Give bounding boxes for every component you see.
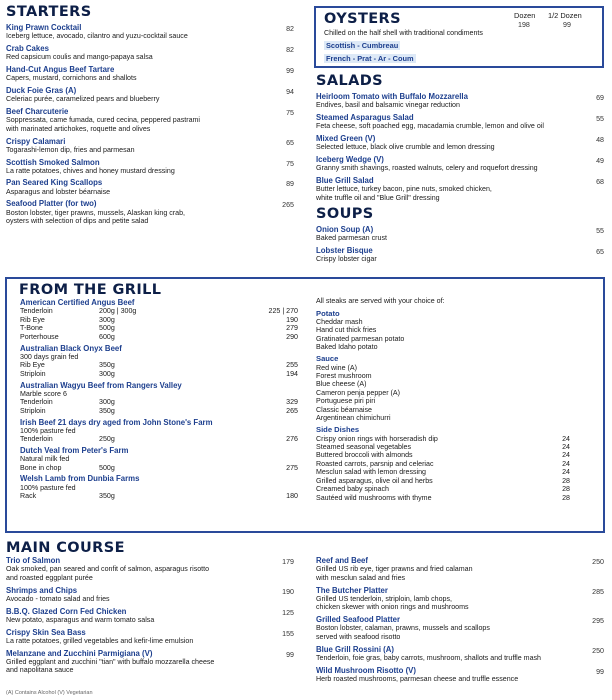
grill-group-name: Australian Wagyu Beef from Rangers Valley (20, 380, 182, 390)
menu-item (6, 86, 294, 104)
salads-list (316, 92, 604, 202)
side-dish-price: 24 (562, 443, 570, 452)
grill-group-name: Welsh Lamb from Dunbia Farms (20, 474, 140, 484)
grill-note-text: Marble score 6 (20, 389, 67, 398)
grill-cut-price: 180 (286, 492, 298, 501)
menu-item-name: Shrimps and Chips (6, 585, 78, 595)
salads-heading: SALADS (316, 73, 384, 89)
menu-item-price: 89 (286, 180, 294, 189)
grill-cut-size: 200g | 300g (99, 307, 137, 316)
menu-item (6, 586, 294, 604)
soups-heading: SOUPS (316, 205, 374, 222)
potato-list (316, 318, 570, 352)
side-dish-price: 24 (562, 468, 570, 477)
menu-item (6, 23, 294, 41)
grill-cut-name: Tenderloin (20, 307, 53, 316)
choice-item: Red wine (A) (316, 363, 358, 372)
grill-cut-name: Striploin (20, 406, 46, 415)
choice-item: Classic béarnaise (316, 405, 372, 414)
grill-note-text: 300 days grain fed (20, 352, 79, 361)
menu-item-description: Togarashi-lemon dip, fries and parmesan (6, 145, 135, 154)
menu-item-description: Grilled US rib eye, tiger prawns and fried calaman (316, 565, 473, 574)
grill-group (20, 418, 298, 444)
menu-item-description: Boston lobster, calaman, prawns, mussels and scallops (316, 624, 490, 633)
menu-item-price: 190 (282, 587, 294, 596)
menu-item-price: 99 (286, 66, 294, 75)
grill-choices (316, 297, 570, 502)
menu-item-price: 65 (596, 247, 604, 256)
side-dish-name: Mesclun salad with lemon dressing (316, 468, 427, 477)
menu-item (316, 645, 604, 663)
grill-cut-size: 350g (99, 492, 115, 501)
menu-item-name: Duck Foie Gras (A) (6, 85, 77, 95)
grill-heading: FROM THE GRILL (19, 282, 162, 298)
menu-item-description: Avocado - tomato salad and fries (6, 594, 110, 603)
menu-item-price: 99 (286, 650, 294, 659)
menu-item-description: Selected lettuce, black olive crumble and lemon dressing (316, 143, 495, 152)
sauce-list (316, 364, 570, 423)
side-dish-price: 28 (562, 476, 570, 485)
grill-group-note (20, 390, 298, 399)
grill-cut-row (20, 492, 298, 501)
grill-group-note (20, 353, 298, 362)
choice-item: Hand cut thick fries (316, 326, 377, 335)
grill-cut-price: 265 (286, 406, 298, 415)
grill-cut-row (20, 407, 298, 416)
menu-item-price: 55 (596, 114, 604, 123)
menu-item-description: Endives, basil and balsamic vinegar reduction (316, 101, 460, 110)
menu-item-description: chicken skewer with onion rings and mushrooms (316, 603, 469, 612)
grill-cut-size: 300g (99, 369, 115, 378)
grill-cut-price: 194 (286, 369, 298, 378)
menu-item-description: oysters with selection of dips and petite salad (6, 217, 149, 226)
menu-item-name: Blue Grill Rossini (A) (316, 644, 394, 654)
menu-item-description: Butter lettuce, turkey bacon, pine nuts, smoked chicken, (316, 185, 492, 194)
side-dish-item (316, 451, 570, 459)
grill-cut-price: 225 | 270 (268, 307, 298, 316)
menu-item-price: 82 (286, 25, 294, 33)
choice-item: Blue cheese (A) (316, 380, 367, 389)
menu-item (316, 113, 604, 131)
grill-group-name: Irish Beef 21 days dry aged from John Stone's Farm (20, 417, 213, 427)
grill-cut-name: Striploin (20, 369, 46, 378)
grill-list (20, 298, 298, 503)
menu-item-name: Steamed Asparagus Salad (316, 112, 414, 122)
choice-item: Baked Idaho potato (316, 343, 378, 352)
starters-list (6, 23, 294, 226)
menu-item (6, 556, 294, 582)
grill-cut-size: 350g (99, 406, 115, 415)
menu-item-price: 250 (592, 646, 604, 655)
menu-item-description: La ratte potatoes, grilled vegetables and kefir-lime emulsion (6, 636, 194, 645)
grill-cut-size: 250g (99, 435, 115, 444)
side-dish-price: 28 (562, 493, 570, 502)
menu-item-description: Celeriac purée, caramelized pears and blueberry (6, 95, 160, 104)
menu-item-price: 155 (282, 629, 294, 638)
grill-group (20, 474, 298, 500)
grill-group-note (20, 427, 298, 436)
menu-item (6, 107, 294, 133)
oysters-heading: OYSTERS (324, 11, 401, 27)
grill-cut-size: 600g (99, 332, 115, 341)
grill-group-name: American Certified Angus Beef (20, 298, 135, 307)
grill-cut-name: Rib Eye (20, 361, 45, 370)
grill-cut-name: Rib Eye (20, 315, 45, 324)
oysters-col-dozen: Dozen (514, 11, 536, 20)
menu-item (316, 176, 604, 202)
side-dish-item (316, 443, 570, 451)
menu-item-price: 68 (596, 177, 604, 186)
side-dish-item (316, 477, 570, 485)
menu-item (6, 199, 294, 225)
menu-item-description: Soppressata, came fumada, cured cecina, peppered pastrami (6, 116, 201, 125)
grill-cut-name: Rack (20, 492, 37, 501)
soups-list (316, 225, 604, 264)
sides-list (316, 435, 570, 502)
menu-item-name: Melanzane and Zucchini Parmigiana (V) (6, 648, 153, 658)
grill-cut-row (20, 435, 298, 444)
grill-group (20, 381, 298, 416)
menu-item-name: B.B.Q. Glazed Corn Fed Chicken (6, 606, 127, 616)
menu-item-price: 49 (596, 156, 604, 165)
potato-heading: Potato (316, 308, 340, 318)
main-course-right-list (316, 556, 604, 687)
menu-item (316, 134, 604, 152)
menu-item (6, 628, 294, 646)
oysters-kind: French - Prat - Ar - Coum (326, 54, 414, 63)
grill-cut-name: Tenderloin (20, 398, 53, 407)
grill-group (20, 446, 298, 472)
menu-item-name: Crab Cakes (6, 43, 49, 53)
grill-box (5, 277, 605, 533)
menu-item (316, 225, 604, 243)
menu-item (316, 246, 604, 264)
grill-cut-row (20, 361, 298, 370)
grill-cut-row (20, 370, 298, 379)
menu-item-price: 179 (282, 558, 294, 566)
grill-cut-row (20, 464, 298, 473)
menu-item-name: The Butcher Platter (316, 585, 388, 595)
menu-item-description: Baked parmesan crust (316, 233, 387, 242)
menu-item-description: served with seafood risotto (316, 632, 401, 641)
menu-item (316, 556, 604, 582)
side-dish-price: 24 (562, 451, 570, 460)
grill-cut-name: Tenderloin (20, 435, 53, 444)
menu-item (316, 666, 604, 684)
sauce-heading: Sauce (316, 354, 339, 364)
side-dish-name: Buttered broccoli with almonds (316, 451, 413, 460)
menu-item-price: 250 (592, 558, 604, 566)
menu-item (6, 44, 294, 62)
main-course-heading: MAIN COURSE (6, 540, 125, 556)
choice-item: Gratinated parmesan potato (316, 334, 405, 343)
choice-item: Argentinean chimichurri (316, 414, 391, 423)
menu-item (316, 615, 604, 641)
menu-item-name: King Prawn Cocktail (6, 23, 82, 32)
menu-item-price: 48 (596, 135, 604, 144)
grill-cut-row (20, 398, 298, 407)
grill-cut-row (20, 324, 298, 333)
menu-item-name: Crispy Skin Sea Bass (6, 627, 86, 637)
grill-cut-price: 329 (286, 398, 298, 407)
oysters-price-dozen: 198 (518, 21, 530, 29)
menu-item-name: Seafood Platter (for two) (6, 199, 97, 209)
side-dish-item (316, 460, 570, 468)
sides-heading: Side Dishes (316, 425, 360, 435)
menu-item (6, 649, 294, 675)
footer-note: (A) Contains Alcohol (V) Vegetarian (6, 690, 93, 696)
menu-item-price: 125 (282, 608, 294, 617)
menu-item-name: Heirloom Tomato with Buffalo Mozzarella (316, 92, 468, 101)
grill-cut-price: 290 (286, 332, 298, 341)
menu-item-description: Crispy lobster cigar (316, 254, 377, 263)
grill-cut-price: 279 (286, 324, 298, 333)
side-dish-name: Crispy onion rings with horseradish dip (316, 434, 438, 443)
menu-item-description: Oak smoked, pan seared and confit of salmon, asparagus risotto (6, 565, 210, 574)
menu-item-description: La ratte potatoes, chives and honey mustard dressing (6, 166, 175, 175)
grill-cut-name: Bone in chop (20, 463, 62, 472)
oysters-box (314, 6, 604, 68)
grill-choice-heading: All steaks are served with your choice of: (316, 297, 445, 305)
oysters-price-half-dozen: 99 (563, 21, 571, 29)
menu-item (316, 92, 604, 110)
side-dish-price: 28 (562, 485, 570, 494)
menu-item-description: Grilled eggplant and zucchini "tian" with buffalo mozzarella cheese (6, 657, 215, 666)
menu-item-price: 285 (592, 587, 604, 596)
grill-cut-row (20, 333, 298, 342)
menu-item-price: 82 (286, 45, 294, 54)
menu-item (6, 65, 294, 83)
menu-item-description: Boston lobster, tiger prawns, mussels, Alaskan king crab, (6, 208, 186, 217)
menu-item-description: Tenderloin, foie gras, baby carrots, mushroom, shallots and truffle mash (316, 653, 542, 662)
menu-item-name: Crispy Calamari (6, 136, 66, 146)
grill-cut-price: 275 (286, 463, 298, 472)
starters-section (6, 4, 294, 229)
menu-item-description: Iceberg lettuce, avocado, cilantro and yuzu-cocktail sauce (6, 32, 188, 41)
menu-item-name: Iceberg Wedge (V) (316, 154, 384, 164)
side-dish-name: Sautéed wild mushrooms with thyme (316, 493, 432, 502)
menu-item (6, 158, 294, 176)
menu-item-price: 94 (286, 87, 294, 96)
side-dish-name: Creamed baby spinach (316, 485, 389, 494)
salads-section (316, 73, 604, 266)
grill-cut-name: T-Bone (20, 324, 43, 333)
menu-item-description: Feta cheese, soft poached egg, macadamia crumble, lemon and olive oil (316, 122, 544, 131)
oysters-col-half-dozen: 1/2 Dozen (548, 11, 582, 20)
menu-item-price: 75 (286, 159, 294, 168)
menu-item-price: 55 (596, 226, 604, 235)
grill-cut-size: 300g (99, 315, 115, 324)
menu-item-name: Grilled Seafood Platter (316, 615, 401, 625)
oysters-kind: Scottish - Cumbreau (326, 41, 399, 50)
menu-item-name: Blue Grill Salad (316, 175, 374, 185)
choice-item: Portuguese piri piri (316, 397, 376, 406)
menu-item-name: Scottish Smoked Salmon (6, 157, 100, 167)
menu-item-description: New potato, asparagus and warm tomato salsa (6, 615, 155, 624)
menu-item-name: Pan Seared King Scallops (6, 178, 103, 188)
side-dish-item (316, 435, 570, 443)
menu-item-description: and napolitana sauce (6, 666, 74, 675)
grill-group-note (20, 455, 298, 464)
menu-item-name: Lobster Bisque (316, 245, 373, 255)
menu-item (6, 607, 294, 625)
grill-group-name: Dutch Veal from Peter's Farm (20, 445, 129, 455)
grill-group (20, 298, 298, 342)
grill-cut-name: Porterhouse (20, 332, 59, 341)
side-dish-name: Steamed seasonal vegetables (316, 443, 412, 452)
menu-item-description: Grilled US tenderloin, striploin, lamb chops, (316, 594, 453, 603)
menu-item-description: and roasted eggplant purée (6, 573, 93, 582)
grill-note-text: 100% pasture fed (20, 426, 76, 435)
oysters-desc: Chilled on the half shell with traditional condiments (324, 29, 483, 37)
grill-cut-price: 255 (286, 361, 298, 370)
menu-item-name: Trio of Salmon (6, 556, 61, 565)
menu-item-name: Reef and Beef (316, 556, 368, 565)
side-dish-price: 24 (562, 459, 570, 468)
menu-item-price: 265 (282, 201, 294, 210)
menu-item-name: Beef Charcuterie (6, 106, 69, 116)
grill-group-name: Australian Black Onyx Beef (20, 343, 122, 353)
menu-item-description: with mesclun salad and fries (316, 573, 406, 582)
menu-item-description: white truffle oil and "Blue Grill" dressing (316, 193, 440, 202)
menu-item-name: Wild Mushroom Risotto (V) (316, 665, 416, 675)
menu-item (316, 155, 604, 173)
menu-item-price: 65 (286, 138, 294, 147)
menu-item-price: 295 (592, 617, 604, 626)
menu-item-price: 99 (596, 667, 604, 676)
grill-cut-row (20, 316, 298, 325)
side-dish-item (316, 494, 570, 502)
starters-heading: STARTERS (6, 4, 92, 20)
grill-cut-size: 350g (99, 361, 115, 370)
menu-item-description: Asparagus and lobster béarnaise (6, 187, 111, 196)
menu-item-price: 69 (596, 94, 604, 102)
side-dish-item (316, 485, 570, 493)
menu-item (6, 137, 294, 155)
grill-group (20, 344, 298, 379)
grill-cut-size: 300g (99, 398, 115, 407)
side-dish-name: Grilled asparagus, olive oil and herbs (316, 476, 433, 485)
menu-item-description: Granny smith shavings, roasted walnuts, celery and roquefort dressing (316, 164, 538, 173)
grill-cut-row (20, 307, 298, 316)
grill-group-note (20, 484, 298, 493)
menu-item-description: with marinated artichokes, roquette and olives (6, 124, 151, 133)
menu-item-name: Onion Soup (A) (316, 224, 374, 234)
grill-cut-price: 276 (286, 435, 298, 444)
grill-cut-size: 500g (99, 463, 115, 472)
grill-note-text: Natural milk fed (20, 455, 70, 464)
grill-note-text: 100% pasture fed (20, 483, 76, 492)
choice-item: Cheddar mash (316, 317, 363, 326)
grill-cut-price: 190 (286, 315, 298, 324)
menu-item-name: Hand-Cut Angus Beef Tartare (6, 64, 115, 74)
menu-item (316, 586, 604, 612)
menu-item-price: 75 (286, 108, 294, 117)
side-dish-item (316, 468, 570, 476)
menu-item-description: Red capsicum coulis and mango-papaya salsa (6, 53, 153, 62)
side-dish-name: Roasted carrots, parsnip and celeriac (316, 459, 434, 468)
grill-cut-size: 500g (99, 324, 115, 333)
choice-item: Cameron penja pepper (A) (316, 388, 400, 397)
menu-item (6, 178, 294, 196)
menu-item-name: Mixed Green (V) (316, 133, 376, 143)
menu-item-description: Capers, mustard, cornichons and shallots (6, 74, 137, 83)
side-dish-price: 24 (562, 434, 570, 443)
main-course-left-list (6, 556, 294, 678)
menu-item-description: Herb roasted mushrooms, parmesan cheese and truffle essence (316, 674, 519, 683)
choice-item: Forest mushroom (316, 372, 372, 381)
